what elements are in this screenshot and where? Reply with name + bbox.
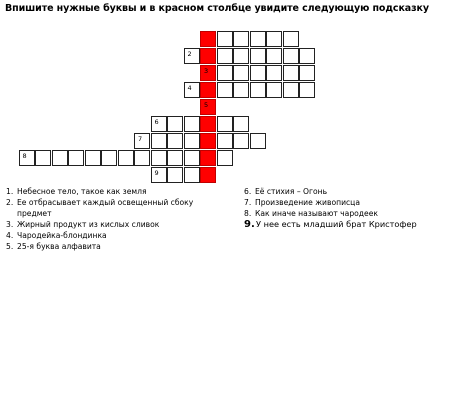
crossword-cell[interactable]	[85, 150, 101, 166]
clue-item-text: У нее есть младший брат Кристофер	[256, 219, 417, 229]
key-cell[interactable]	[200, 99, 216, 115]
clue-item-number: 9.	[244, 219, 255, 230]
crossword-cell[interactable]	[151, 133, 167, 149]
key-cell[interactable]	[200, 48, 216, 64]
crossword-cell[interactable]	[184, 150, 200, 166]
crossword-cell[interactable]	[283, 48, 299, 64]
clue-item	[6, 186, 206, 197]
crossword-cell[interactable]	[233, 133, 249, 149]
crossword-cell[interactable]	[167, 150, 183, 166]
clue-number: 3	[204, 67, 209, 75]
crossword-cell[interactable]	[151, 167, 167, 183]
crossword-cell[interactable]	[283, 31, 299, 47]
crossword-cell[interactable]	[52, 150, 68, 166]
crossword-cell[interactable]	[217, 48, 233, 64]
clue-item-number: 6.	[244, 187, 252, 196]
clue-item	[244, 208, 444, 219]
crossword-cell[interactable]	[233, 48, 249, 64]
crossword-cell[interactable]	[233, 82, 249, 98]
clue-item-text: Жирный продукт из кислых сливок	[17, 220, 160, 229]
clue-number: 4	[187, 84, 192, 92]
clues-column-right	[244, 186, 444, 230]
crossword-cell[interactable]	[299, 65, 315, 81]
crossword-cell[interactable]	[184, 48, 200, 64]
clue-item-number: 1.	[6, 187, 14, 196]
key-cell[interactable]	[200, 167, 216, 183]
key-cell[interactable]	[200, 133, 216, 149]
clue-item-text: Как иначе называют чародеек	[255, 209, 378, 218]
clues-column-left	[6, 186, 206, 252]
crossword-cell[interactable]	[167, 167, 183, 183]
clue-item-number: 3.	[6, 220, 14, 229]
crossword-cell[interactable]	[250, 133, 266, 149]
clue-item-text: Небесное тело, такое как земля	[17, 187, 147, 196]
crossword-cell[interactable]	[68, 150, 84, 166]
key-cell[interactable]	[200, 82, 216, 98]
clue-item	[244, 219, 444, 230]
clue-number: 5	[204, 101, 209, 109]
clue-item-text: Произведение живописца	[255, 198, 360, 207]
key-cell[interactable]	[200, 150, 216, 166]
clue-number: 9	[154, 169, 159, 177]
crossword-cell[interactable]	[134, 133, 150, 149]
clue-item-number: 2.	[6, 198, 14, 207]
key-cell[interactable]	[200, 65, 216, 81]
clue-item	[244, 197, 444, 208]
crossword-cell[interactable]	[250, 31, 266, 47]
crossword-cell[interactable]	[118, 150, 134, 166]
crossword-cell[interactable]	[134, 150, 150, 166]
clue-item	[244, 186, 444, 197]
crossword-cell[interactable]	[184, 133, 200, 149]
crossword-cell[interactable]	[299, 48, 315, 64]
crossword-cell[interactable]	[233, 65, 249, 81]
crossword-cell[interactable]	[151, 116, 167, 132]
clue-item	[6, 241, 206, 252]
crossword-cell[interactable]	[299, 82, 315, 98]
crossword-cell[interactable]	[217, 82, 233, 98]
clue-number: 2	[187, 50, 192, 58]
crossword-grid	[0, 0, 450, 200]
clue-item-text: 25-я буква алфавита	[17, 242, 101, 251]
crossword-cell[interactable]	[184, 116, 200, 132]
clue-item	[6, 197, 206, 219]
page-title: Впишите нужные буквы и в красном столбце увидите следующую подсказку	[5, 3, 429, 14]
crossword-cell[interactable]	[217, 65, 233, 81]
crossword-cell[interactable]	[35, 150, 51, 166]
crossword-cell[interactable]	[184, 82, 200, 98]
clue-item	[6, 230, 206, 241]
crossword-cell[interactable]	[184, 167, 200, 183]
crossword-cell[interactable]	[233, 31, 249, 47]
crossword-cell[interactable]	[217, 31, 233, 47]
crossword-cell[interactable]	[266, 65, 282, 81]
crossword-cell[interactable]	[167, 133, 183, 149]
crossword-cell[interactable]	[19, 150, 35, 166]
clue-item-text: Её стихия – Огонь	[255, 187, 328, 196]
clue-item-number: 8.	[244, 209, 252, 218]
crossword-cell[interactable]	[266, 82, 282, 98]
crossword-cell[interactable]	[101, 150, 117, 166]
key-cell[interactable]	[200, 31, 216, 47]
crossword-cell[interactable]	[283, 82, 299, 98]
clue-item-number: 4.	[6, 231, 14, 240]
crossword-cell[interactable]	[283, 65, 299, 81]
key-cell[interactable]	[200, 116, 216, 132]
crossword-cell[interactable]	[217, 133, 233, 149]
crossword-cell[interactable]	[167, 116, 183, 132]
crossword-cell[interactable]	[266, 31, 282, 47]
clue-item-number: 5.	[6, 242, 14, 251]
clue-item-text: Ее отбрасывает каждый освещенный сбоку предмет	[17, 198, 194, 218]
clue-item-text: Чародейка-блондинка	[17, 231, 107, 240]
clue-number: 8	[22, 152, 27, 160]
clue-number: 7	[138, 135, 143, 143]
crossword-cell[interactable]	[250, 82, 266, 98]
crossword-cell[interactable]	[217, 116, 233, 132]
crossword-cell[interactable]	[250, 48, 266, 64]
clue-number: 6	[154, 118, 159, 126]
clue-item	[6, 219, 206, 230]
crossword-cell[interactable]	[233, 116, 249, 132]
crossword-cell[interactable]	[266, 48, 282, 64]
crossword-cell[interactable]	[151, 150, 167, 166]
crossword-cell[interactable]	[250, 65, 266, 81]
clue-item-number: 7.	[244, 198, 252, 207]
crossword-cell[interactable]	[217, 150, 233, 166]
